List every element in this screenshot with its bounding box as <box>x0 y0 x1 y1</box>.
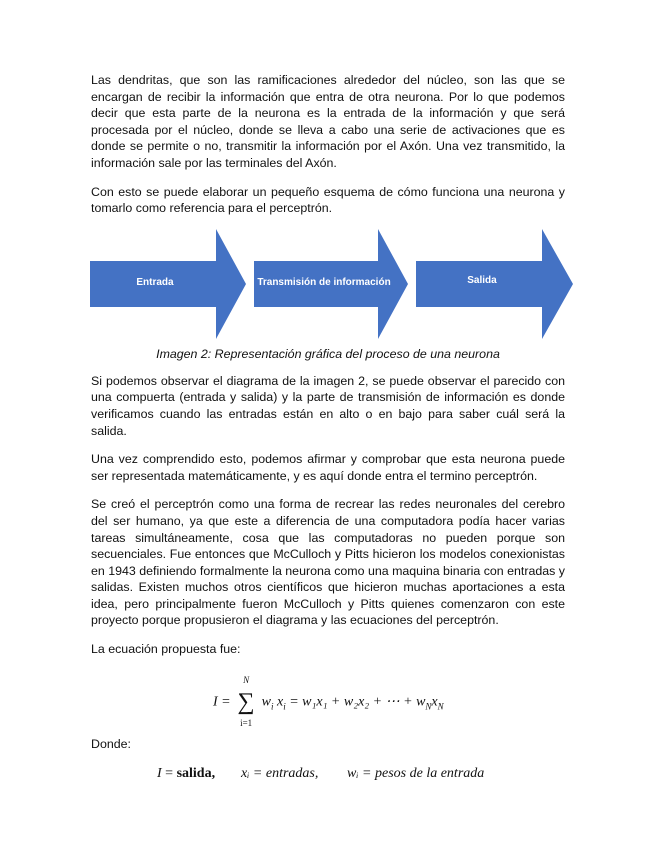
paragraph-diagram-observation: Si podemos observar el diagrama de la imagen 2, se puede observar el parecido con una compuerta (entrada y salida) y la parte de transmisión de información es donde verificamos cuando las entradas están en alto o en bajo para saber cuál será la salida. <box>91 373 565 438</box>
definition-output-word: salida, <box>176 766 216 782</box>
sum-lower-limit: i=1 <box>240 717 253 728</box>
equation-term-w: w <box>261 694 271 710</box>
paragraph-where: Donde: <box>91 736 131 751</box>
arrow-label-transmision: Transmisión de información <box>257 276 391 288</box>
definition-output-equals: = <box>161 766 177 782</box>
sum-upper-limit: N <box>243 674 250 685</box>
neuron-process-diagram <box>90 229 574 339</box>
arrow-label-entrada: Entrada <box>136 276 174 288</box>
paragraph-dendrites: Las dendritas, que son las ramificaciones alrededor del núcleo, son las que se encargan de recibir la información que entra de otra neurona. Por lo que podemos decir que esta parte de la neurona es la entrada de la información y que será procesada por el núcleo, donde se lleva a cabo una serie de activaciones que es donde se permite o no, transmitir la información por el Axón. Una vez transmitido, la información sale por las terminales del Axón. <box>91 73 565 170</box>
summation-symbol: ∑ N i=1 <box>234 689 258 716</box>
equation-term-x: x <box>273 694 284 710</box>
paragraph-perceptron-history: Se creó el perceptrón como una forma de recrear las redes neuronales del cerebro del ser humano, ya que este a diferencia de una computadora podía hacer varias tareas simultáneamente, cosa que las computadoras no pueden porque son secuenciales. Fue entonces que McCulloch y Pitts hicieron los modelos conexionistas en 1943 definiendo formalmente la neurona como una maquina binaria con entradas y salidas. Existen muchos otros científicos que hicieron muchas aportaciones a esta idea, pero principalmente fueron McCulloch y Pitts quienes comenzaron con este proyecto porque propusieron el diagrama y las ecuaciones del perceptrón. <box>91 497 565 628</box>
equation-sub-i: i <box>270 701 274 712</box>
paragraph-equation-intro: La ecuación propuesta fue: <box>91 642 241 657</box>
equation-sub-n: N <box>425 701 432 712</box>
definition-weights: wᵢ = pesos de la entrada <box>347 766 485 782</box>
definition-output-symbol: I <box>157 766 162 782</box>
paragraph-schema-intro: Con esto se puede elaborar un pequeño esquema de cómo funciona una neurona y tomarlo como referencia para el perceptrón. <box>91 184 565 216</box>
equation-sub-n-x: N <box>437 701 444 712</box>
figure-caption: Imagen 2: Representación gráfica del proceso de una neurona <box>156 346 500 361</box>
equation-definitions <box>91 764 565 788</box>
document-page <box>91 72 565 788</box>
definition-output <box>157 766 215 782</box>
paragraph-math-representation: Una vez comprendido esto, podemos afirmar y comprobar que esta neurona puede ser representada matemáticamente, y es aquí donde entra el termino perceptrón. <box>91 452 565 483</box>
equation-term-x-last: x <box>431 694 438 710</box>
equation-rhs: = w₁x₁ + w₂x₂ + ⋯ + w <box>285 694 426 710</box>
arrow-label-salida: Salida <box>467 274 497 286</box>
perceptron-equation <box>91 670 565 732</box>
definition-inputs: xᵢ = entradas, <box>241 766 319 782</box>
equation-sub-i-x: i <box>283 701 286 712</box>
equation-lhs: I = <box>213 694 231 710</box>
